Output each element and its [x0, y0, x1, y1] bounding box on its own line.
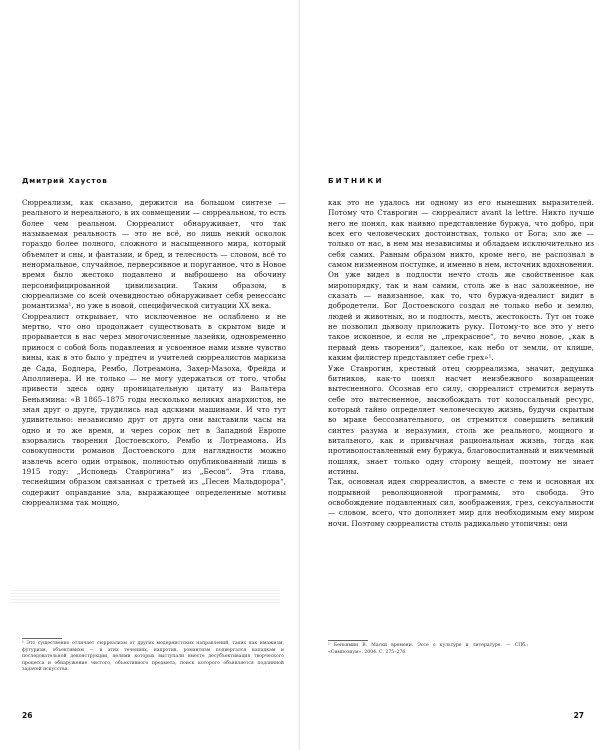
right-page — [300, 0, 600, 750]
bleed-through-artifact — [10, 590, 280, 604]
paragraph: Сюрреализм, как сказано, держится на большом синтезе — реального и нереального, в их совмещении — сюрреальном, то есть более чем реальном. Сюрреалист обнаруживает, что так называемая реальность — это не всё, но лишь некий осколок гораздо более полного, сложного и насыщенного мира, который объемлет и сны, и фантазии, и бред, и телесность — словом, всё то ненормальное, случайное, перверсивное и поруганное, что в Новое время было жестоко подавлено и выброшено на обочину персонифицированной цивилизации. Таким образом, в сюрреализме со всей очевидностью обнаруживает себя ренессанс романтизма¹, но уже в новой, специфической ситуации XX века. — [22, 198, 286, 311]
footnote: ¹ Беньямин В. Маски времени. Эссе о культуре и литературе. — СПб.: «Симпозиум», 2004. С. 275–276. — [328, 643, 528, 655]
paragraph: Так, основная идея сюрреалистов, а вместе с тем и основная их подрывной революционной программы, это свобода. Это освобождение подавленных сил, воображения, грез, сексуальности — словом, всего, что дополняет мир для необходимым ему миром ночи. Поэтому сюрреалисты столь радикально утопичны: они — [328, 477, 594, 528]
paragraph: как это не удалось ни одному из его нынешних выразителей. Потому что Ставрогин — сюрреалист avant la lettre. Никто лучше него не понял, как наивно представление буржуа, что добро, при всех его человеческих достоинствах, только от Бога; зло же — только от нас, в нем мы независимы и обладаем исключительно из себя самих. Равным образом никто, кроме него, не распознал в самом низменном поступке, и именно в нем, источник вдохновения. Он уже видел в подлости нечто столь же свойственное как миропорядку, так и нам самим, столь же в нас заложенное, не сказать — навязанное, как то, что буржуа-идеалист видит в добродетели. Бог Достоевского создал не только небо и землю, людей и животных, но и подлость, месть, жестокость. Тут он тоже не позволил дьяволу приложить руку. Потому-то все это у него такое исконное, и если не „прекрасное“, то вечно новое, „как в первый день творения“, далекое, как небо от земли, от клише, каким филистер представляет себе грех»¹. — [328, 198, 594, 363]
page-number: 26 — [22, 711, 33, 720]
footnote-rule — [328, 640, 368, 641]
page-number: 27 — [573, 711, 584, 720]
right-body-text — [328, 198, 594, 529]
left-body-text — [22, 198, 286, 508]
footnote: ¹ Это существенно отличает сюрреализм от других модернистских направлений, таких как имажизм, футуризм, объективизм — в этих течениях, напротив, романтизм подвергался нападкам и последовательной деконструкции, целями которых выступали вместе десубъективация творческого процесса и обнаружение чистого, объективного предмета, поиск которого объявляется подлинной задачей искусства. — [22, 641, 284, 673]
running-head-author: Дмитрий Хаустов — [22, 176, 108, 185]
paragraph: Уже Ставрогин, крестный отец сюрреализма, значит, дедушка битников, как-то понял насчет неизбежного возвращения вытесненного. Осознав его силу, сюрреалист стремится вернуть себе это вытесненное, высвобождать тот колоссальный ресурс, который тайно определяет человеческую жизнь, будучи скрытым во мраке бессознательного, он стремится совершить великий синтез разума и неразумия, столь же реального, мощного и витального, как и привычная рациональная жизнь, тогда как противопоставленный ему буржуа, благовоспитанный и никчемный пошляк, знает только одну сторону вещей, поэтому не знает истины. — [328, 363, 594, 476]
running-head-title: БИТНИКИ — [328, 176, 384, 185]
footnote-rule — [22, 638, 62, 639]
paragraph: Сюрреалист открывает, что исключенное не ослаблено и не мертво, что оно продолжает существовать в скрытом виде и прорывается в нас через многочисленные лазейки, одновременно принося с собой боль подавления и усвоенное нами извне чувство вины, как в это было у предтеч и учителей сюрреалистов маркиза де Сада, Бодлера, Рембо, Лотреамона, Захер-Мазоха, Фрейда и Аполлинера. И не только — не могу удержаться от того, чтобы привести здесь одну проницательную цитату из Вальтера Беньямина: «В 1865–1875 годы несколько великих анархистов, не зная друг о друге, трудились над адскими машинами. И что тут удивительно: независимо друг от друга они выставили часы на одно и то же время, и через сорок лет в Западной Европе взорвались творения Достоевского, Рембо и Лотреамона. Из совокупности романов Достоевского для наглядности можно извлечь всего один отрывок, полностью опубликованный лишь в 1915 году: „Исповедь Ставрогина“ из „Бесов“. Эта глава, теснейшим образом связанная с третьей из „Песен Мальдорора“, содержит оправдание зла, выражающее определенные мотивы сюрреализма так мощно, — [22, 311, 286, 507]
